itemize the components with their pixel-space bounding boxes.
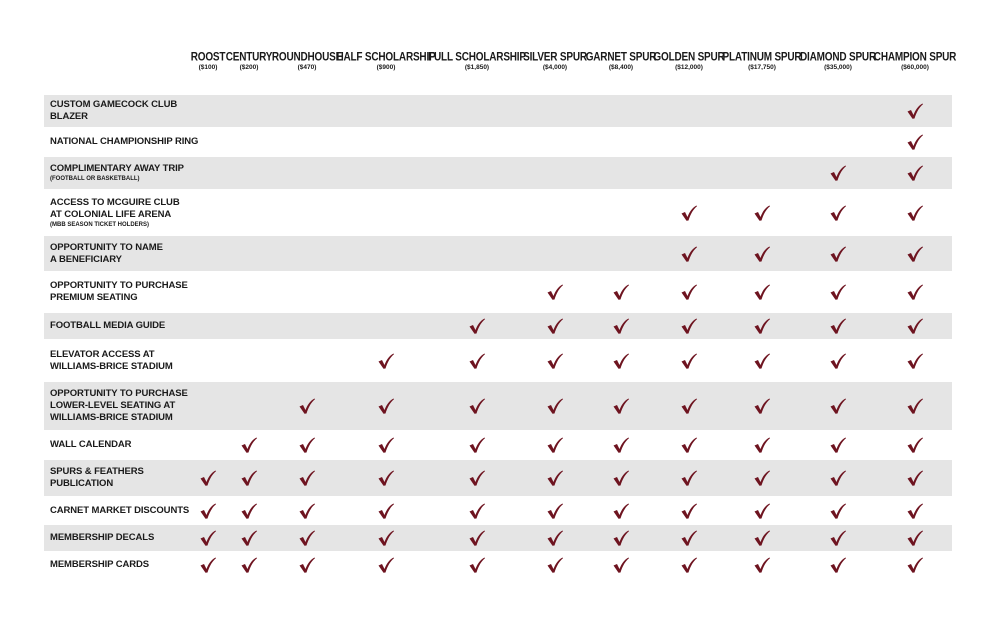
- benefit-label-line: CARNET MARKET DISCOUNTS: [50, 504, 190, 516]
- checkmark-icon: [612, 502, 630, 520]
- checkmark-icon: [680, 556, 698, 574]
- checkmark-icon: [753, 317, 771, 335]
- checkmark-icon: [753, 556, 771, 574]
- benefit-label-line: SPURS & FEATHERS: [50, 466, 144, 477]
- benefit-label-line: ACCESS TO MCGUIRE CLUB: [50, 196, 180, 208]
- benefit-label: [50, 431, 240, 459]
- level-price: ($900): [376, 64, 396, 71]
- checkmark-icon: [753, 397, 771, 415]
- checkmark-icon: [906, 556, 924, 574]
- checkmark-icon: [829, 352, 847, 370]
- benefit-row: [44, 382, 952, 430]
- level-name: CENTURY: [225, 51, 273, 64]
- checkmark-icon: [829, 317, 847, 335]
- checkmark-icon: [546, 556, 564, 574]
- checkmark-icon: [546, 529, 564, 547]
- checkmark-icon: [468, 556, 486, 574]
- checkmark-icon: [829, 556, 847, 574]
- checkmark-icon: [612, 283, 630, 301]
- benefit-row: [44, 552, 952, 578]
- checkmark-icon: [829, 283, 847, 301]
- level-name: SILVER SPUR: [523, 51, 587, 64]
- checkmark-icon: [680, 436, 698, 454]
- level-price: ($4,000): [542, 64, 568, 71]
- benefit-label-line: BLAZER: [50, 111, 88, 122]
- level-name: CHAMPION SPUR: [873, 51, 957, 64]
- checkmark-icon: [753, 469, 771, 487]
- checkmark-icon: [680, 502, 698, 520]
- checkmark-icon: [199, 469, 217, 487]
- checkmark-icon: [753, 204, 771, 222]
- checkmark-icon: [680, 283, 698, 301]
- checkmark-icon: [829, 436, 847, 454]
- level-name: HALF SCHOLARSHIP: [336, 51, 436, 64]
- checkmark-icon: [829, 245, 847, 263]
- benefit-label-line: CUSTOM GAMECOCK CLUB: [50, 99, 178, 110]
- checkmark-icon: [298, 469, 316, 487]
- checkmark-icon: [753, 245, 771, 263]
- benefit-label-line: A BENEFICIARY: [50, 253, 122, 265]
- level-name: FULL SCHOLARSHIP: [428, 51, 526, 64]
- checkmark-icon: [906, 502, 924, 520]
- benefit-label-line: WILLIAMS-BRICE STADIUM: [50, 360, 173, 372]
- checkmark-icon: [906, 436, 924, 454]
- checkmark-icon: [240, 529, 258, 547]
- checkmark-icon: [240, 502, 258, 520]
- benefit-label-line: MEMBERSHIP DECALS: [50, 532, 155, 543]
- level-price: ($60,000): [901, 64, 929, 71]
- checkmark-icon: [612, 397, 630, 415]
- checkmark-icon: [906, 133, 924, 151]
- checkmark-icon: [468, 502, 486, 520]
- benefit-row: [44, 431, 952, 459]
- benefit-label: [50, 272, 240, 312]
- level-name: GOLDEN SPUR: [653, 51, 725, 64]
- checkmark-icon: [906, 102, 924, 120]
- benefit-label-line: PUBLICATION: [50, 478, 114, 489]
- checkmark-icon: [199, 502, 217, 520]
- benefit-label-line: NATIONAL CHAMPIONSHIP RING: [50, 136, 199, 147]
- level-name: PLATINUM SPUR: [722, 51, 802, 64]
- benefit-label: [50, 313, 240, 339]
- level-price: ($8,400): [608, 64, 634, 71]
- level-price: ($35,000): [824, 64, 852, 71]
- benefit-label: [50, 340, 240, 381]
- checkmark-icon: [298, 397, 316, 415]
- level-price: ($100): [198, 64, 218, 71]
- benefit-note: (MBB SEASON TICKET HOLDERS): [50, 221, 149, 228]
- checkmark-icon: [377, 556, 395, 574]
- checkmark-icon: [468, 397, 486, 415]
- checkmark-icon: [240, 436, 258, 454]
- benefit-label-line: OPPORTUNITY TO PURCHASE: [50, 280, 188, 291]
- benefit-label-line: PREMIUM SEATING: [50, 292, 138, 303]
- checkmark-icon: [298, 556, 316, 574]
- checkmark-icon: [298, 502, 316, 520]
- checkmark-icon: [906, 529, 924, 547]
- checkmark-icon: [680, 529, 698, 547]
- checkmark-icon: [612, 317, 630, 335]
- benefit-label: [50, 236, 240, 271]
- checkmark-icon: [680, 469, 698, 487]
- level-price: ($200): [239, 64, 259, 71]
- benefit-row: [44, 190, 952, 235]
- checkmark-icon: [546, 469, 564, 487]
- level-name: ROUNDHOUSE: [271, 51, 343, 64]
- benefit-label: [50, 382, 240, 430]
- checkmark-icon: [546, 317, 564, 335]
- checkmark-icon: [906, 283, 924, 301]
- benefit-label-line: AT COLONIAL LIFE ARENA: [50, 208, 172, 220]
- checkmark-icon: [906, 397, 924, 415]
- checkmark-icon: [680, 204, 698, 222]
- checkmark-icon: [546, 283, 564, 301]
- checkmark-icon: [906, 352, 924, 370]
- benefit-label: [50, 190, 240, 235]
- benefit-row: [44, 157, 952, 189]
- checkmark-icon: [199, 529, 217, 547]
- level-price: ($17,750): [748, 64, 776, 71]
- checkmark-icon: [468, 529, 486, 547]
- benefit-row: [44, 525, 952, 551]
- checkmark-icon: [753, 436, 771, 454]
- checkmark-icon: [906, 469, 924, 487]
- checkmark-icon: [906, 164, 924, 182]
- level-price: ($12,000): [675, 64, 703, 71]
- checkmark-icon: [612, 469, 630, 487]
- checkmark-icon: [829, 397, 847, 415]
- checkmark-icon: [753, 502, 771, 520]
- checkmark-icon: [468, 436, 486, 454]
- checkmark-icon: [468, 352, 486, 370]
- checkmark-icon: [377, 397, 395, 415]
- benefit-row: [44, 272, 952, 312]
- checkmark-icon: [612, 529, 630, 547]
- benefit-label-line: COMPLIMENTARY AWAY TRIP: [50, 163, 184, 174]
- benefit-row: [44, 340, 952, 381]
- checkmark-icon: [906, 245, 924, 263]
- benefit-row: [44, 95, 952, 127]
- checkmark-icon: [468, 469, 486, 487]
- checkmark-icon: [829, 469, 847, 487]
- benefit-label-line: OPPORTUNITY TO NAME: [50, 241, 163, 253]
- benefit-row: [44, 128, 952, 156]
- checkmark-icon: [240, 469, 258, 487]
- checkmark-icon: [906, 204, 924, 222]
- checkmark-icon: [753, 529, 771, 547]
- benefit-label-line: WALL CALENDAR: [50, 439, 132, 450]
- checkmark-icon: [377, 436, 395, 454]
- benefit-row: [44, 460, 952, 496]
- benefit-label-line: WILLIAMS-BRICE STADIUM: [50, 412, 173, 423]
- checkmark-icon: [753, 352, 771, 370]
- checkmark-icon: [298, 436, 316, 454]
- benefit-row: [44, 497, 952, 524]
- checkmark-icon: [377, 529, 395, 547]
- benefit-label-line: OPPORTUNITY TO PURCHASE: [50, 388, 188, 399]
- checkmark-icon: [546, 436, 564, 454]
- benefit-row: [44, 313, 952, 339]
- checkmark-icon: [906, 317, 924, 335]
- benefit-label-line: ELEVATOR ACCESS AT: [50, 348, 155, 360]
- level-price: ($1,850): [464, 64, 490, 71]
- checkmark-icon: [468, 317, 486, 335]
- checkmark-icon: [753, 283, 771, 301]
- checkmark-icon: [546, 502, 564, 520]
- checkmark-icon: [680, 317, 698, 335]
- checkmark-icon: [612, 556, 630, 574]
- checkmark-icon: [377, 469, 395, 487]
- checkmark-icon: [829, 502, 847, 520]
- checkmark-icon: [680, 397, 698, 415]
- checkmark-icon: [199, 556, 217, 574]
- checkmark-icon: [377, 352, 395, 370]
- level-name: ROOST: [190, 51, 226, 64]
- checkmark-icon: [298, 529, 316, 547]
- benefit-label-line: LOWER-LEVEL SEATING AT: [50, 400, 176, 411]
- checkmark-icon: [546, 352, 564, 370]
- checkmark-icon: [829, 164, 847, 182]
- benefit-label-line: FOOTBALL MEDIA GUIDE: [50, 320, 166, 331]
- checkmark-icon: [612, 352, 630, 370]
- benefit-label-line: MEMBERSHIP CARDS: [50, 559, 150, 570]
- checkmark-icon: [680, 245, 698, 263]
- benefit-label: [50, 128, 240, 156]
- checkmark-icon: [377, 502, 395, 520]
- benefit-note: (FOOTBALL OR BASKETBALL): [50, 176, 140, 182]
- benefit-label: [50, 157, 240, 189]
- level-price: ($470): [297, 64, 317, 71]
- level-name: DIAMOND SPUR: [800, 51, 876, 64]
- checkmark-icon: [680, 352, 698, 370]
- benefit-row: [44, 236, 952, 271]
- level-name: GARNET SPUR: [585, 51, 657, 64]
- checkmark-icon: [546, 397, 564, 415]
- benefit-label: [50, 95, 240, 127]
- checkmark-icon: [829, 204, 847, 222]
- checkmark-icon: [829, 529, 847, 547]
- checkmark-icon: [240, 556, 258, 574]
- checkmark-icon: [612, 436, 630, 454]
